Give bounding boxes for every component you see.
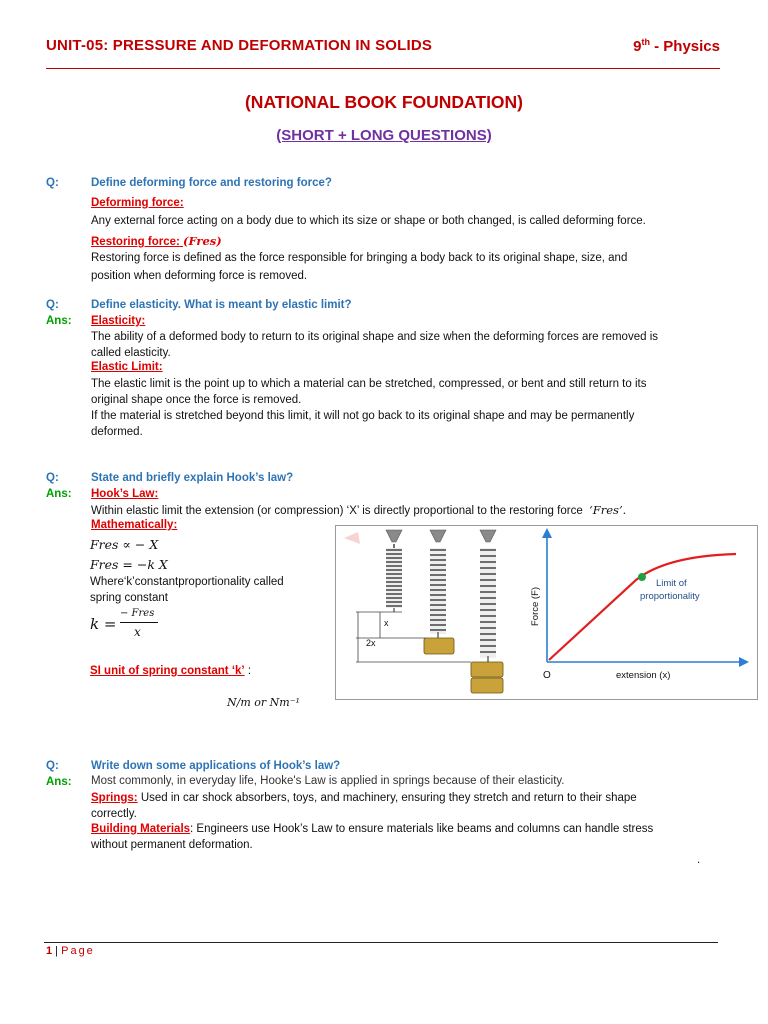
springs-text-2: correctly. [91,808,137,820]
si-unit-value: N/m or Nm⁻¹ [227,696,300,709]
hooks-law-heading: Hook’s Law: [91,488,159,500]
extension-x-label: x [384,618,389,628]
restoring-force-heading: Restoring force: (Fres) [91,234,222,248]
extension-2x-label: 2x [366,638,376,648]
q3-answer-label: Ans: [46,488,72,500]
equation-spring-constant: k = − Fres x [90,608,170,642]
page-word: Page [61,945,95,957]
elastic-limit-text-2: original shape once the force is removed. [91,394,302,406]
q4-label: Q: [46,760,59,772]
building-line: Building Materials: Engineers use Hook’s Law to ensure materials like beams and columns can handle stress [91,823,654,835]
header-divider [46,68,720,69]
page-footer: 1 | Page [46,945,95,957]
equation-proportional: Fres ∝ − X [90,537,159,552]
page-number: 1 [46,945,53,957]
limit-label-2: proportionality [640,591,700,602]
building-text-2: without permanent deformation. [91,839,253,851]
springs-heading: Springs: [91,792,138,804]
deforming-force-text: Any external force acting on a body due to which its size or shape or both changed, is called deforming force. [91,215,646,227]
elasticity-text-2: called elasticity. [91,347,171,359]
q2-question: Define elasticity. What is meant by elastic limit? [91,299,352,311]
grade-subject: 9th - Physics [633,37,720,55]
equation-restoring: Fres = −k X [90,557,168,572]
unit-title: UNIT-05: PRESSURE AND DEFORMATION IN SOLIDS [46,37,433,54]
elasticity-text-1: The ability of a deformed body to return to its original shape and size when the deforming forces are removed is [91,331,658,343]
elasticity-heading: Elasticity: [91,315,146,327]
springs-line: Springs: Used in car shock absorbers, toys, and machinery, ensuring they stretch and return to their shape [91,792,637,804]
hooks-law-text: Within elastic limit the extension (or compression) ‘X’ is directly proportional to the restoring force ‘Fres’. [91,503,627,517]
elastic-limit-heading: Elastic Limit: [91,361,163,373]
page-subtitle: (SHORT + LONG QUESTIONS) [276,127,492,144]
hookes-law-figure [335,525,758,700]
applications-intro: Most commonly, in everyday life, Hooke's Law is applied in springs because of their elasticity. [91,775,565,787]
q1-question: Define deforming force and restoring force? [91,177,332,189]
footer-divider [44,942,718,943]
limit-label-1: Limit of [656,578,687,589]
q4-answer-label: Ans: [46,776,72,788]
x-axis-label: extension (x) [616,670,671,681]
q3-label: Q: [46,472,59,484]
elastic-limit-text-1: The elastic limit is the point up to which a material can be stretched, compressed, or bent and still return to its [91,378,647,390]
restoring-force-symbol: (Fres) [183,234,222,248]
force-extension-curve [549,554,736,660]
q4-question: Write down some applications of Hook’s law? [91,760,341,772]
elastic-limit-text-3: If the material is stretched beyond this limit, it will not go back to its original shape and may be permanently [91,410,635,422]
limit-point-marker [638,573,646,581]
q2-label: Q: [46,299,59,311]
trailing-dot: . [697,854,701,866]
q3-question: State and briefly explain Hook’s law? [91,472,294,484]
restoring-force-text-1: Restoring force is defined as the force responsible for bringing a body back to its original shape, size, and [91,252,628,264]
origin-label: O [543,670,551,681]
building-heading: Building Materials [91,823,191,835]
restoring-force-text-2: position when deforming force is removed. [91,270,308,282]
page-title: (NATIONAL BOOK FOUNDATION) [244,92,524,112]
hooks-law-symbol: ‘Fres’. [589,503,627,517]
si-unit-heading: SI unit of spring constant ‘k’ [90,665,245,677]
deforming-force-heading: Deforming force: [91,197,184,209]
y-axis-label: Force (F) [530,586,541,626]
q1-label: Q: [46,177,59,189]
spring-constant-text-1: Where‘k’constantproportionality called [90,576,284,588]
si-unit-line: SI unit of spring constant ‘k’ : [90,665,252,677]
mathematically-heading: Mathematically: [91,519,178,531]
hookes-law-diagram [336,526,757,699]
elastic-limit-text-4: deformed. [91,426,143,438]
q2-answer-label: Ans: [46,315,72,327]
spring-constant-text-2: spring constant [90,592,168,604]
